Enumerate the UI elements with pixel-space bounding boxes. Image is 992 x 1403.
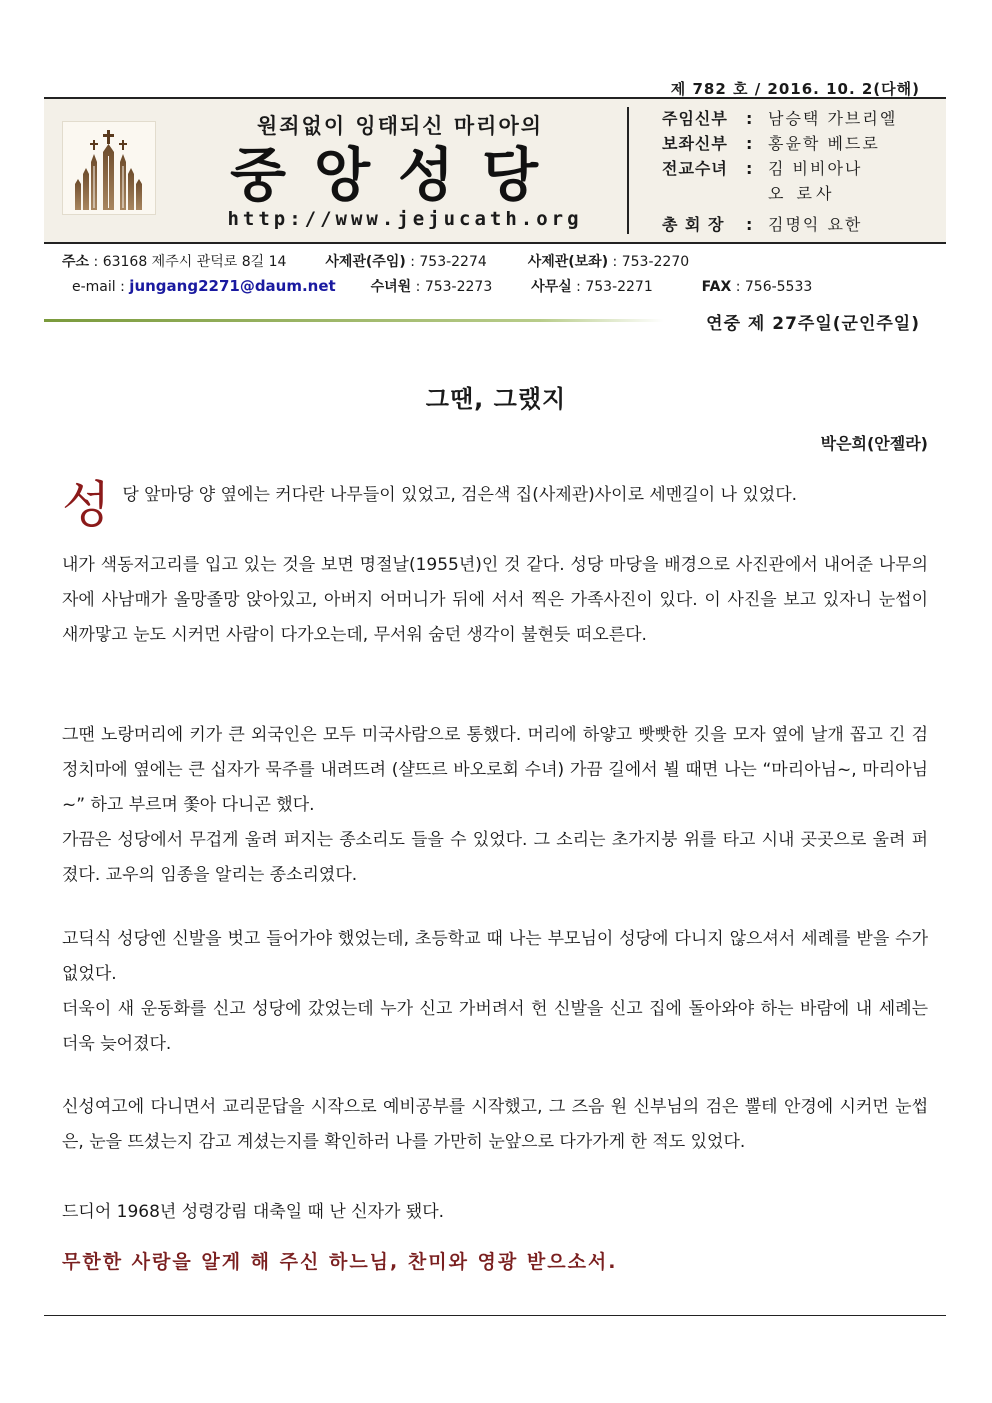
paragraph-8: 드디어 1968년 성령강림 대축일 때 난 신자가 됐다. bbox=[62, 1202, 445, 1222]
staff-row-sister: 전교수녀 : 김 비비아나 bbox=[662, 156, 942, 181]
staff-name: 오 로사 bbox=[768, 184, 836, 203]
contact-line-2: e-mail : jungang2271@daum.net 수녀원 : 753-2273 사무실 : 753-2271 FAX : 756-5533 bbox=[72, 277, 813, 295]
footer-rule bbox=[44, 1315, 946, 1316]
staff-role: 주임신부 bbox=[662, 109, 728, 128]
rectory-assist-label: 사제관(보좌) bbox=[527, 254, 609, 270]
office-phone: 753-2271 bbox=[585, 279, 653, 295]
paragraph-3: 그땐 노랑머리에 키가 큰 외국인은 모두 미국사람으로 통했다. 머리에 하얗고 빳빳한 깃을 모자 옆에 날개 꼽고 긴 검정치마에 옆에는 큰 십자가 묵주를 내려뜨려 (샬뜨르 바오로회 수녀) 가끔 길에서 뵐 때면 나는 “마리아님~, 마리아님~” 하고 부르며 쫓아 다니곤 했다. bbox=[62, 725, 928, 815]
closing-praise: 무한한 사랑을 알게 해 주신 하느님, 찬미와 영광 받으소서. bbox=[62, 1251, 618, 1273]
drop-cap: 성 bbox=[62, 476, 111, 534]
staff-row-pastor: 주임신부 : 남승택 가브리엘 bbox=[662, 106, 942, 131]
paragraph-6: 더욱이 새 운동화를 신고 성당에 갔었는데 누가 신고 가버려서 헌 신발을 신고 집에 돌아와야 하는 바람에 내 세례는 더욱 늦어졌다. bbox=[62, 999, 928, 1054]
rectory-main-phone: 753-2274 bbox=[419, 254, 487, 270]
paragraph-1 bbox=[62, 476, 928, 534]
masthead-divider bbox=[627, 107, 629, 234]
masthead-bottom-rule bbox=[44, 242, 946, 244]
paragraph-7: 신성여고에 다니면서 교리문답을 시작으로 예비공부를 시작했고, 그 즈음 원 신부님의 검은 뿔테 안경에 시커먼 눈썹은, 눈을 뜨셨는지 감고 계셨는지를 확인하러 나를 가만히 눈앞으로 다가가게 한 적도 있었다. bbox=[62, 1097, 928, 1152]
church-name-title: 중앙성당 bbox=[229, 141, 567, 209]
paragraph-2: 내가 색동저고리를 입고 있는 것을 보면 명절날(1955년)인 것 같다. 성당 마당을 배경으로 사진관에서 내어준 나무의자에 사남매가 올망졸망 앉아있고, 아버지 어머니가 뒤에 서서 찍은 가족사진이 있다. 이 사진을 보고 있자니 눈썹이 새까맣고 눈도 시커먼 사람이 다가오는데, 무서워 숨던 생각이 불현듯 떠오른다. bbox=[62, 555, 928, 645]
staff-role: 총 회 장 bbox=[662, 215, 725, 234]
staff-row-sister-2 bbox=[662, 181, 942, 206]
address-value: 63168 제주시 관덕로 8길 14 bbox=[102, 254, 287, 270]
contact-line-1: 주소 : 63168 제주시 관덕로 8길 14 사제관(주임) : 753-2274 사제관(보좌) : 753-2270 bbox=[62, 254, 690, 270]
email-link[interactable]: jungang2271@daum.net bbox=[129, 277, 336, 295]
staff-name: 김 비비아나 bbox=[768, 159, 863, 178]
office-label: 사무실 bbox=[531, 279, 572, 295]
staff-name: 홍윤학 베드로 bbox=[768, 134, 880, 153]
rectory-assist-phone: 753-2270 bbox=[621, 254, 690, 270]
liturgical-sunday: 연중 제 27주일(군인주일) bbox=[706, 314, 920, 334]
staff-role: 보좌신부 bbox=[662, 134, 728, 153]
staff-directory bbox=[662, 106, 942, 237]
staff-name: 남승택 가브리엘 bbox=[768, 109, 898, 128]
issue-number: 제 782 호 / 2016. 10. 2(다해) bbox=[670, 80, 920, 98]
address-label: 주소 bbox=[62, 254, 90, 270]
church-logo-icon bbox=[63, 122, 155, 214]
section-divider bbox=[44, 319, 664, 322]
paragraph-5: 고딕식 성당엔 신발을 벗고 들어가야 했었는데, 초등학교 때 나는 부모님이 성당에 다니지 않으셔서 세례를 받을 수가 없었다. bbox=[62, 929, 928, 984]
staff-role: 전교수녀 bbox=[662, 159, 728, 178]
convent-phone: 753-2273 bbox=[424, 279, 493, 295]
paragraph-text: 당 앞마당 양 옆에는 커다란 나무들이 있었고, 검은색 집(사제관)사이로 세멘길이 나 있었다. bbox=[122, 485, 798, 505]
convent-label: 수녀원 bbox=[370, 279, 412, 295]
staff-row-president: 총 회 장 : 김명익 요한 bbox=[662, 212, 942, 237]
masthead-subtitle: 원죄없이 잉태되신 마리아의 bbox=[256, 114, 544, 138]
staff-row-assistant: 보좌신부 : 홍윤학 베드로 bbox=[662, 131, 942, 156]
website-url[interactable]: http://www.jejucath.org bbox=[227, 208, 583, 230]
staff-name: 김명익 요한 bbox=[768, 215, 863, 234]
rectory-main-label: 사제관(주임) bbox=[325, 254, 406, 270]
article-author: 박은희(안젤라) bbox=[820, 434, 928, 453]
paragraph-4: 가끔은 성당에서 무겁게 울려 퍼지는 종소리도 들을 수 있었다. 그 소리는 초가지붕 위를 타고 시내 곳곳으로 울려 퍼졌다. 교우의 임종을 알리는 종소리였다. bbox=[62, 830, 928, 885]
church-logo bbox=[62, 121, 156, 215]
email-label: e-mail bbox=[72, 279, 116, 295]
fax-number: 756-5533 bbox=[744, 279, 813, 295]
article-title: 그땐, 그랬지 bbox=[425, 385, 567, 413]
fax-label: FAX bbox=[701, 279, 732, 295]
